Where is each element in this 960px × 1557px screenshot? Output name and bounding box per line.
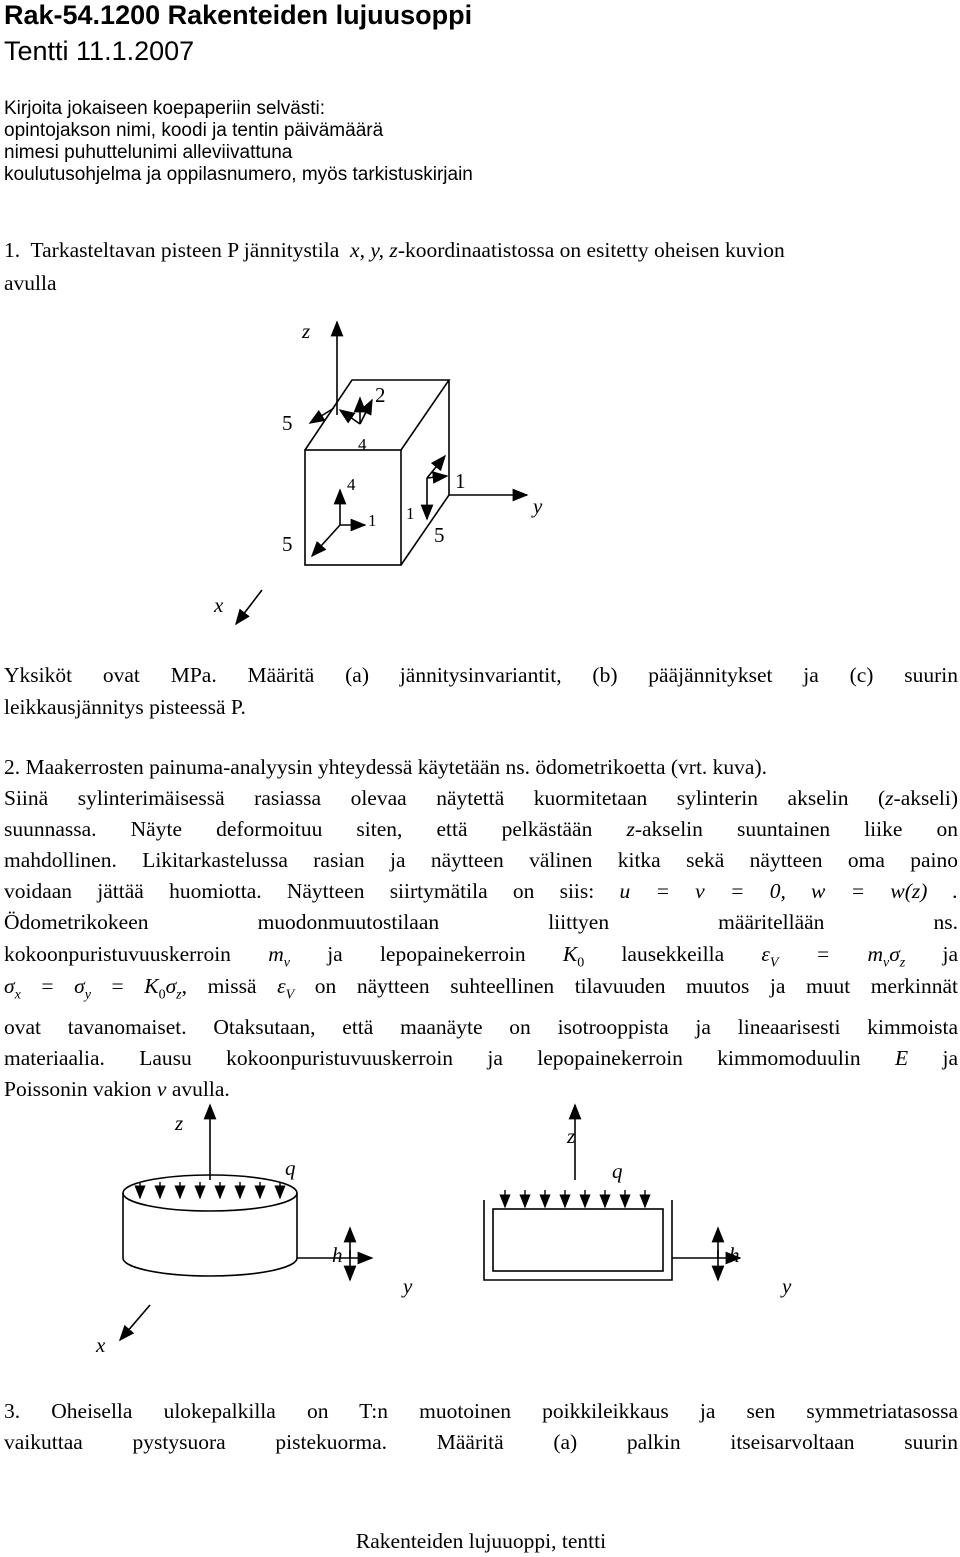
stress-value: 5: [434, 523, 445, 547]
fig2-label: y: [403, 1274, 413, 1298]
axis-label-z: z: [302, 319, 311, 343]
stress-arrow-right-5: [427, 456, 445, 478]
stress-arrow-left-5: [310, 408, 334, 423]
q2-line: Ödometrikokeen muodonmuutostilaan liittyen määritellään ns.: [4, 910, 958, 934]
left-x-axis-arrow: [120, 1305, 150, 1340]
instruction-line: nimesi puhuttelunimi alleviivattuna: [4, 142, 293, 163]
q1-line1: 1. Tarkasteltavan pisteen P jännitystila x, y, z-koordinaatistossa on esitetty oheisen kuvion: [4, 238, 785, 262]
q2-line: kokoonpuristuvuuskerroin $m_v$ ja lepopainekerroin $K_0$ lausekkeilla $\varepsilon_V = m_v\sigma_z$ ja: [4, 942, 959, 971]
x-axis-arrow: [236, 590, 262, 624]
q2-line: mahdollinen. Likitarkastelussa rasian ja näytteen välinen kitka sekä näytteen oma paino: [4, 848, 958, 872]
stress-value: 5: [282, 411, 293, 435]
q3-line: 3. Oheisella ulokepalkilla on T:n muotoinen poikkileikkaus ja sen symmetriatasossa: [4, 1399, 958, 1423]
fig2-label: h: [729, 1243, 740, 1267]
q1-line2: avulla: [4, 271, 57, 295]
exam-date: Tentti 11.1.2007: [4, 36, 195, 66]
q2-line: voidaan jättää huomiotta. Näytteen siirtymätila on siis: u = v = 0, w = w(z) .: [4, 879, 958, 903]
q2-line: ovat tavanomaiset. Otaksutaan, että maanäyte on isotrooppista ja lineaarisesti kimmoista: [4, 1015, 958, 1039]
q2-line: $\sigma_x = \sigma_y = K_0\sigma_z$, missä $\varepsilon_V$ on näytteen suhteellinen tilavuuden muutos ja muut merkinnät: [4, 974, 958, 1003]
fig2-label: x: [96, 1333, 106, 1357]
stress-value: 1: [406, 504, 415, 523]
q2-line: Poissonin vakion ν avulla.: [4, 1077, 230, 1101]
stress-value: 5: [282, 532, 293, 556]
container: [484, 1200, 672, 1280]
stress-value: 4: [347, 475, 356, 494]
fig2-label: h: [332, 1243, 343, 1267]
q2-line: materiaalia. Lausu kokoonpuristuvuuskerroin ja lepopainekerroin kimmomoduulin E ja: [4, 1046, 959, 1070]
stress-arrow-front-5: [312, 525, 340, 556]
instruction-line: opintojakson nimi, koodi ja tentin päivämäärä: [4, 120, 384, 141]
fig2-label: z: [567, 1124, 576, 1148]
cylinder-bottom: [123, 1258, 297, 1276]
fig2-label: z: [175, 1111, 184, 1135]
q2-line: suunnassa. Näyte deformoituu siten, että pelkästään z-akselin suuntainen liike on: [4, 817, 959, 841]
stress-value: 1: [368, 511, 377, 530]
q2-line: 2. Maakerrosten painuma-analyysin yhteydessä käytetään ns. ödometrikoetta (vrt. kuva).: [4, 755, 768, 779]
stress-value: 2: [375, 383, 386, 407]
stress-value: 4: [358, 435, 367, 454]
stress-arrow-right-1b: [427, 476, 447, 478]
q1-text-line2: leikkausjännitys pisteessä P.: [4, 695, 246, 719]
axis-label-x: x: [214, 593, 224, 617]
q2-line: Siinä sylinterimäisessä rasiassa olevaa näytettä kuormitetaan sylinterin akselin (z-akseli): [4, 786, 958, 810]
load-arrows-left: [140, 1182, 280, 1198]
stress-arrow-top-4: [340, 410, 360, 424]
axis-label-y: y: [533, 494, 543, 518]
q1-text-line1: Yksiköt ovat MPa. Määritä (a) jännitysinvariantit, (b) pääjännitykset ja (c) suurin: [4, 663, 958, 687]
instruction-line: koulutusohjelma ja oppilasnumero, myös tarkistuskirjain: [4, 164, 473, 185]
cylinder-top: [123, 1175, 297, 1211]
page-title: Rak-54.1200 Rakenteiden lujuusoppi: [4, 0, 473, 30]
oedometer-figure: [120, 1105, 740, 1340]
sample-box: [493, 1209, 663, 1271]
fig2-label: q: [612, 1159, 623, 1183]
load-arrows-right: [505, 1190, 645, 1207]
q3-line: vaikuttaa pystysuora pistekuorma. Määritä (a) palkin itseisarvoltaan suurin: [4, 1430, 958, 1454]
fig2-label: y: [782, 1274, 792, 1298]
fig2-label: q: [285, 1156, 296, 1180]
stress-value: 1: [455, 469, 466, 493]
stress-arrow-top-diag: [360, 400, 372, 424]
page-footer: Rakenteiden lujuuoppi, tentti: [355, 1529, 607, 1553]
instruction-line: Kirjoita jokaiseen koepaperiin selvästi:: [4, 98, 326, 119]
